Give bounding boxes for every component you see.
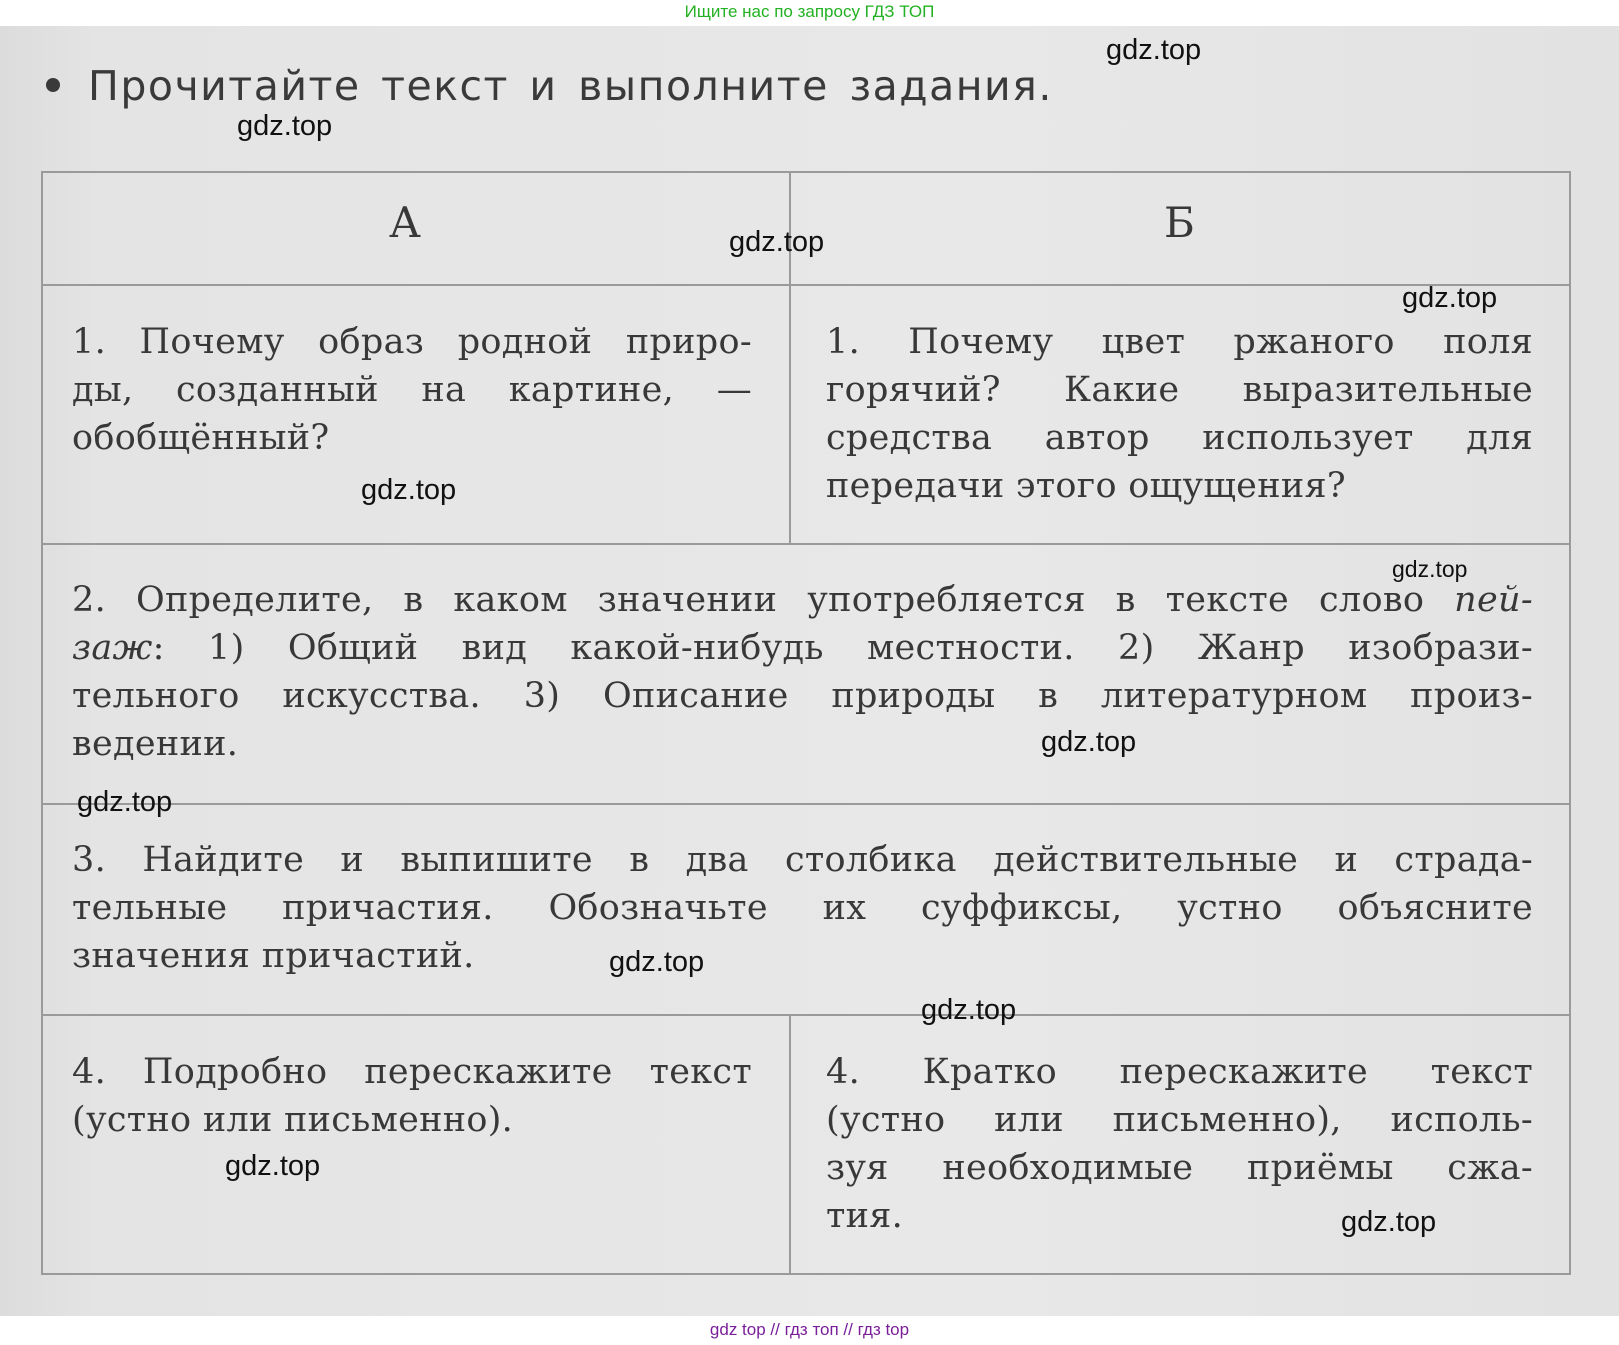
watermark: gdz.top	[921, 994, 1017, 1026]
task-1b	[826, 318, 1533, 510]
watermark: gdz.top	[1341, 1206, 1437, 1238]
watermark: gdz.top	[237, 110, 333, 142]
watermark: gdz.top	[361, 474, 457, 506]
bottom-banner[interactable]: gdz top // гдз топ // гдз top	[709, 1320, 910, 1339]
watermark: gdz.top	[1392, 556, 1468, 582]
task-3-line: тельные причастия. Обозначьте их суффиксы, устно объясните	[72, 888, 1533, 928]
task-1a-line: обобщённый?	[72, 418, 330, 458]
task-4b-line: тия.	[826, 1196, 904, 1236]
task-2-text: 2. Определите, в каком значении употребляется в тексте слово	[72, 580, 1455, 620]
task-4a-line: 4. Подробно перескажите текст	[72, 1052, 752, 1092]
table-rule	[41, 543, 1571, 545]
watermark: gdz.top	[609, 946, 705, 978]
column-header-b: Б	[1164, 198, 1195, 247]
task-1b-line: средства автор использует для	[826, 418, 1533, 458]
table-rule	[41, 284, 1571, 286]
task-2-word: заж	[72, 628, 153, 668]
table-rule	[41, 803, 1571, 805]
task-3-line: значения причастий.	[72, 936, 475, 976]
column-header-a: А	[389, 198, 421, 247]
watermark: gdz.top	[729, 226, 825, 258]
watermark: gdz.top	[77, 786, 173, 818]
bullet-icon	[46, 78, 60, 92]
task-2-word: пей-	[1454, 580, 1533, 620]
watermark: gdz.top	[1041, 726, 1137, 758]
task-1a-line: ды, созданный на картине, —	[72, 370, 752, 410]
task-2-line	[72, 624, 1533, 672]
task-2-line: ведении.	[72, 724, 239, 764]
table-column-rule	[789, 1014, 791, 1274]
watermark: gdz.top	[225, 1150, 321, 1182]
task-2	[72, 576, 1533, 768]
task-2-line: тельного искусства. 3) Описание природы в литературном произ-	[72, 676, 1533, 716]
task-3	[72, 836, 1533, 980]
watermark: gdz.top	[1106, 34, 1202, 66]
task-1a-line: 1. Почему образ родной приро-	[72, 322, 752, 362]
task-4b-line: зуя необходимые приёмы сжа-	[826, 1148, 1533, 1188]
task-3-line: 3. Найдите и выпишите в два столбика действительные и страда-	[72, 840, 1533, 880]
task-2-line	[72, 576, 1533, 624]
task-1b-line: горячий? Какие выразительные	[826, 370, 1533, 410]
table-rule	[41, 1014, 1571, 1016]
task-4b-line: 4. Кратко перескажите текст	[826, 1052, 1533, 1092]
task-4a-line: (устно или письменно).	[72, 1100, 514, 1140]
task-1a	[72, 318, 752, 462]
task-2-text: : 1) Общий вид какой-нибудь местности. 2) Жанр изобрази-	[152, 628, 1533, 668]
task-4b-line: (устно или письменно), исполь-	[826, 1100, 1533, 1140]
task-1b-line: передачи этого ощущения?	[826, 466, 1346, 506]
watermark: gdz.top	[1402, 282, 1498, 314]
instruction-text: Прочитайте текст и выполните задания.	[88, 62, 1053, 110]
instruction-line	[46, 62, 1053, 110]
top-banner[interactable]: Ищите нас по запросу ГДЗ ТОП	[684, 2, 935, 21]
task-1b-line: 1. Почему цвет ржаного поля	[826, 322, 1533, 362]
task-4a	[72, 1048, 752, 1144]
